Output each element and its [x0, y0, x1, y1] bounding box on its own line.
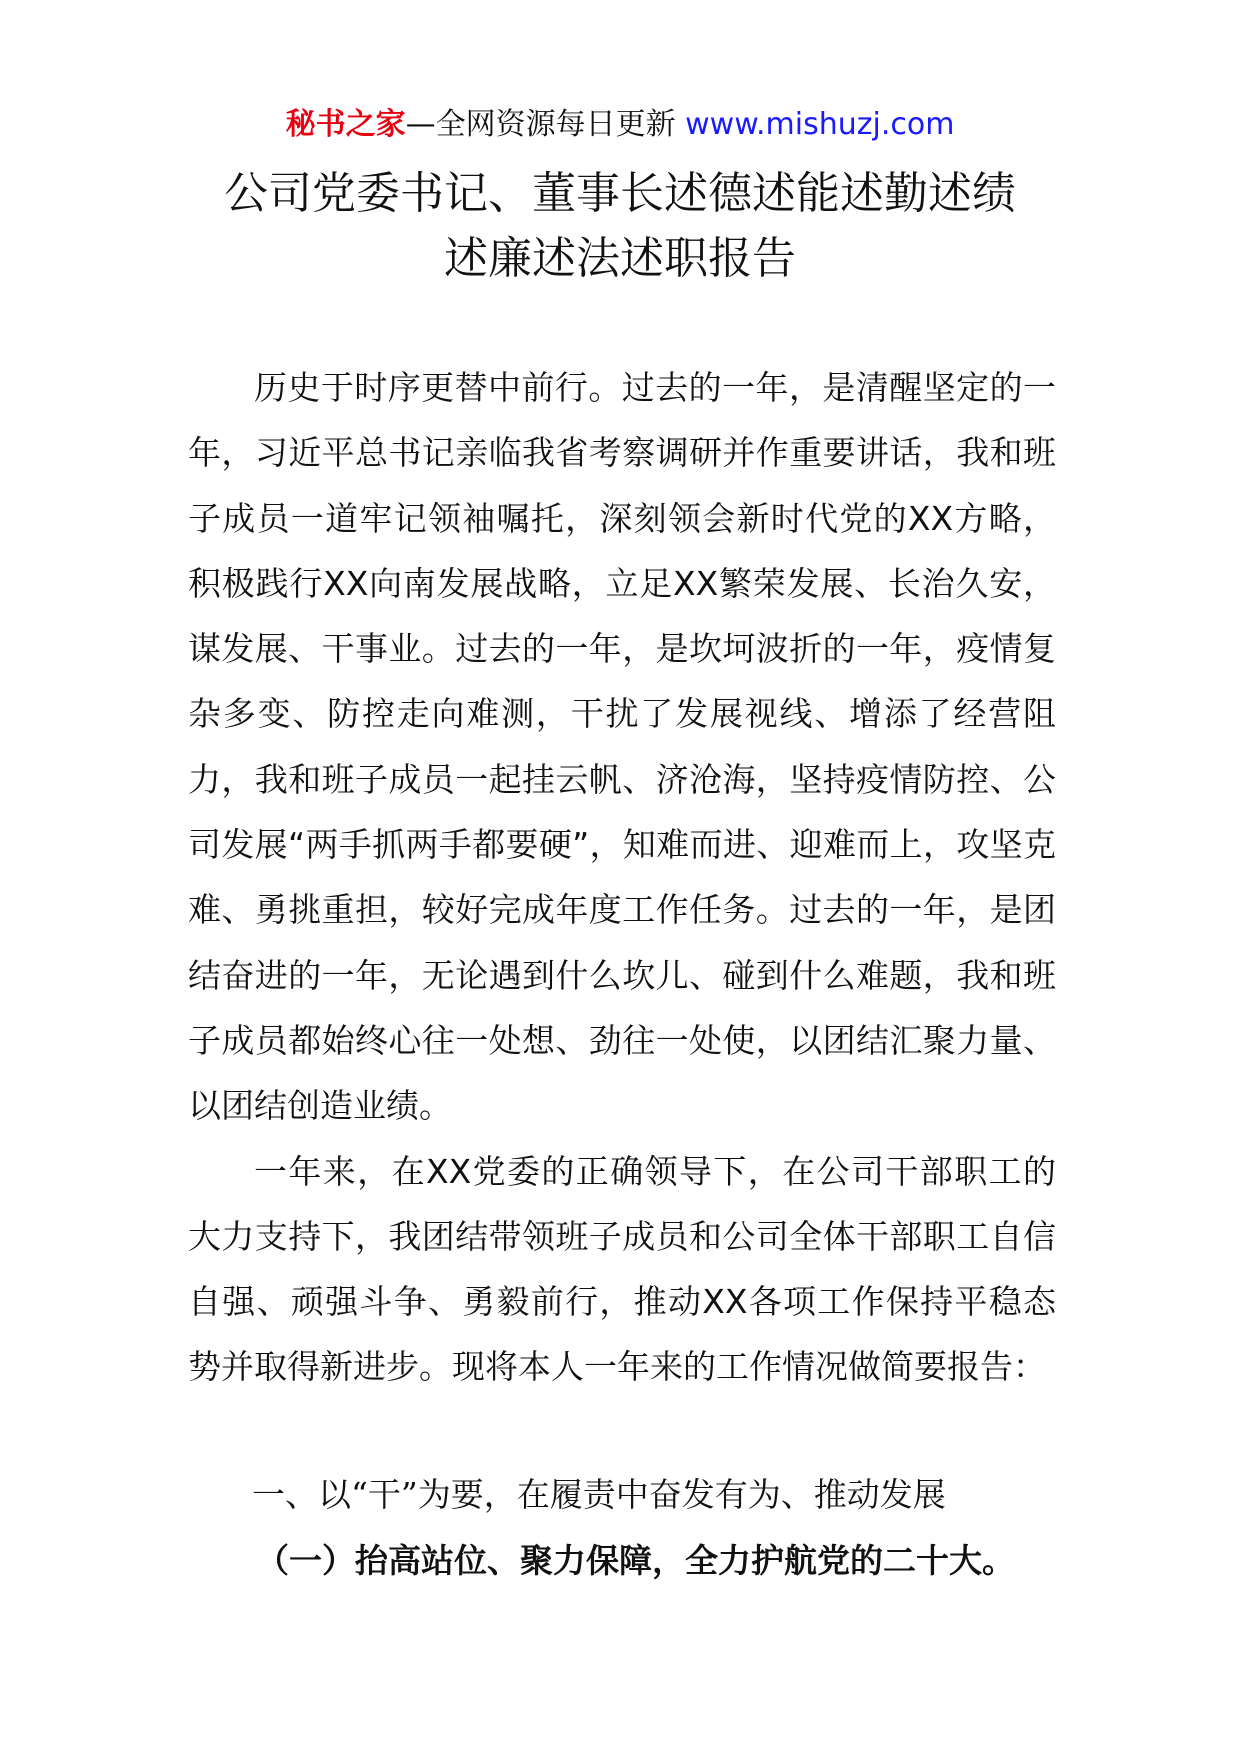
brand-name: 秘书之家: [285, 107, 406, 142]
subsection-heading: （一）抬高站位、聚力保障，全力护航党的二十大。: [256, 1541, 1015, 1580]
document-body: [188, 355, 1056, 1400]
document-title-line-1: 公司党委书记、董事长述德述能述勤述绩: [224, 168, 1016, 219]
site-header: [0, 98, 1240, 152]
header-tagline: —全网资源每日更新: [405, 107, 686, 142]
section-heading: 一、以“干”为要，在履责中奋发有为、推动发展: [252, 1475, 946, 1514]
body-paragraph-1: 历史于时序更替中前行。过去的一年，是清醒坚定的一年，习近平总书记亲临我省考察调研并作重要讲话，我和班子成员一道牢记领袖嘱托，深刻领会新时代党的XX方略，积极践行XX向南发展战略，立足XX繁荣发展、长治久安，谋发展、干事业。过去的一年，是坎坷波折的一年，疫情复杂多变、防控走向难测，干扰了发展视线、增添了经营阻力，我和班子成员一起挂云帆、济沧海，坚持疫情防控、公司发展“两手抓两手都要硬”，知难而进、迎难而上，攻坚克难、勇挑重担，较好完成年度工作任务。过去的一年，是团结奋进的一年，无论遇到什么坎儿、碰到什么难题，我和班子成员都始终心往一处想、劲往一处使，以团结汇聚力量、以团结创造业绩。: [188, 368, 1056, 1126]
document-title-line-2: 述廉述法述职报告: [444, 233, 796, 284]
site-url-link[interactable]: www.mishuzj.com: [685, 107, 955, 142]
body-paragraph-2: 一年来，在XX党委的正确领导下，在公司干部职工的大力支持下，我团结带领班子成员和公司全体干部职工自信自强、顽强斗争、勇毅前行，推动XX各项工作保持平稳态势并取得新进步。现将本人一年来的工作情况做简要报告：: [188, 1151, 1056, 1387]
